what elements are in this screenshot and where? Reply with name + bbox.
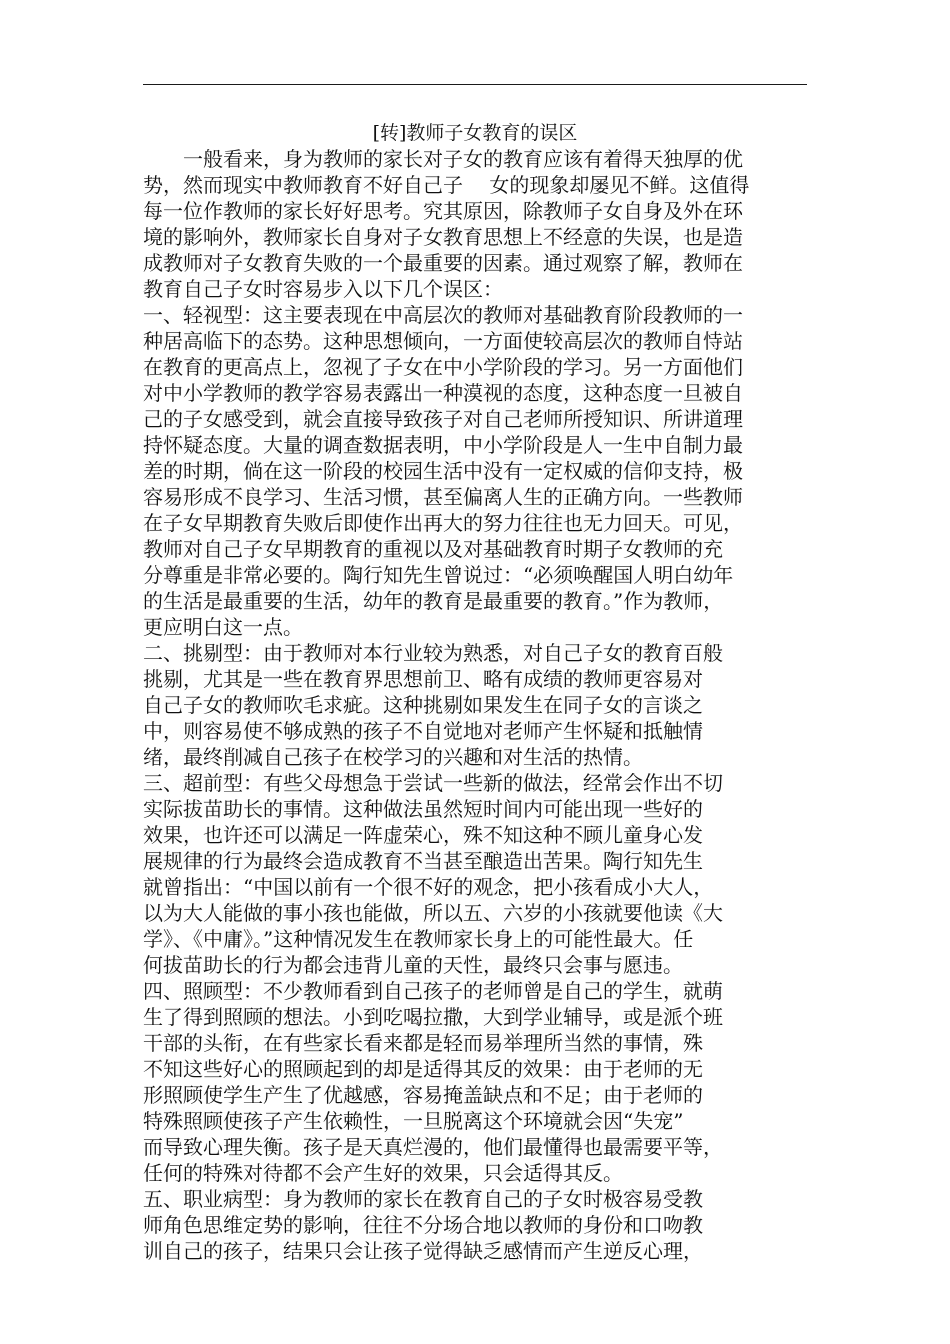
text-line: 势，然而现实中教师教育不好自己子 女的现象却屡见不鲜。这值得 [143,173,750,197]
text-line: 干部的头衔，在有些家长看来都是轻而易举理所当然的事情，殊 [143,1031,703,1055]
text-line: 对中小学教师的教学容易表露出一种漠视的态度，这种态度一旦被自 [143,381,743,405]
text-line: 境的影响外，教师家长自身对子女教育思想上不经意的失误，也是造 [143,225,743,249]
text-line: 绪，最终削减自己孩子在校学习的兴趣和对生活的热情。 [143,745,643,769]
text-line: 持怀疑态度。大量的调查数据表明，中小学阶段是人一生中自制力最 [143,433,743,457]
text-line: 就曾指出：“中国以前有一个很不好的观念，把小孩看成小大人， [143,875,714,899]
text-line: 不知这些好心的照顾起到的却是适得其反的效果：由于老师的无 [143,1057,703,1081]
text-line: 在子女早期教育失败后即使作出再大的努力往往也无力回天。可见， [143,511,743,535]
text-line: 效果，也许还可以满足一阵虚荣心，殊不知这种不顾儿童身心发 [143,823,703,847]
text-line: 生了得到照顾的想法。小到吃喝拉撒，大到学业辅导，或是派个班 [143,1005,723,1029]
text-line: 训自己的孩子，结果只会让孩子觉得缺乏感情而产生逆反心理， [143,1239,703,1263]
text-line: 中，则容易使不够成熟的孩子不自觉地对老师产生怀疑和抵触情 [143,719,703,743]
text-line: 教师对自己子女早期教育的重视以及对基础教育时期子女教师的充 [143,537,723,561]
text-line: 在教育的更高点上，忽视了子女在中小学阶段的学习。另一方面他们 [143,355,743,379]
text-line: 挑剔，尤其是一些在教育界思想前卫、略有成绩的教师更容易对 [143,667,703,691]
document-text [143,146,807,1264]
text-line: 形照顾使学生产生了优越感，容易掩盖缺点和不足；由于老师的 [143,1083,703,1107]
text-line: 展规律的行为最终会造成教育不当甚至酿造出苦果。陶行知先生 [143,849,703,873]
text-line: 而导致心理失衡。孩子是天真烂漫的，他们最懂得也最需要平等， [143,1135,723,1159]
text-line: 容易形成不良学习、生活习惯，甚至偏离人生的正确方向。一些教师 [143,485,743,509]
text-line: 四、照顾型：不少教师看到自己孩子的老师曾是自己的学生，就萌 [143,979,723,1003]
text-line: 成教师对子女教育失败的一个最重要的因素。通过观察了解，教师在 [143,251,743,275]
text-line: 学》、《中庸》。”这种情况发生在教师家长身上的可能性最大。任 [143,927,694,951]
header-rule [143,84,807,85]
text-line: 任何的特殊对待都不会产生好的效果，只会适得其反。 [143,1161,623,1185]
text-line: 五、职业病型：身为教师的家长在教育自己的子女时极容易受教 [143,1187,703,1211]
text-line: 差的时期，倘在这一阶段的校园生活中没有一定权威的信仰支持，极 [143,459,743,483]
text-line: 二、挑剔型：由于教师对本行业较为熟悉，对自己子女的教育百般 [143,641,723,665]
document-body [143,120,807,1264]
text-line: 一般看来，身为教师的家长对子女的教育应该有着得天独厚的优 [183,147,743,171]
text-line: 自己子女的教师吹毛求疵。这种挑剔如果发生在同子女的言谈之 [143,693,703,717]
text-line: 三、超前型：有些父母想急于尝试一些新的做法，经常会作出不切 [143,771,723,795]
text-line: 特殊照顾使孩子产生依赖性，一旦脱离这个环境就会因“失宠” [143,1109,684,1133]
text-line: 每一位作教师的家长好好思考。究其原因，除教师子女自身及外在环 [143,199,743,223]
text-line: 何拔苗助长的行为都会违背儿童的天性，最终只会事与愿违。 [143,953,683,977]
text-line: 一、轻视型：这主要表现在中高层次的教师对基础教育阶段教师的一 [143,303,743,327]
text-line: 种居高临下的态势。这种思想倾向，一方面使较高层次的教师自恃站 [143,329,743,353]
text-line: 更应明白这一点。 [143,615,303,639]
text-line: 师角色思维定势的影响，往往不分场合地以教师的身份和口吻教 [143,1213,703,1237]
text-line: 以为大人能做的事小孩也能做，所以五、六岁的小孩就要他读《大 [143,901,723,925]
text-line: 教育自己子女时容易步入以下几个误区： [143,277,503,301]
text-line: 己的子女感受到，就会直接导致孩子对自己老师所授知识、所讲道理 [143,407,743,431]
document-title: [转]教师子女教育的误区 [372,122,578,144]
text-line: 分尊重是非常必要的。陶行知先生曾说过：“必须唤醒国人明白幼年 [143,563,734,587]
text-line: 实际拔苗助长的事情。这种做法虽然短时间内可能出现一些好的 [143,797,703,821]
text-line: 的生活是最重要的生活，幼年的教育是最重要的教育。”作为教师， [143,589,724,613]
